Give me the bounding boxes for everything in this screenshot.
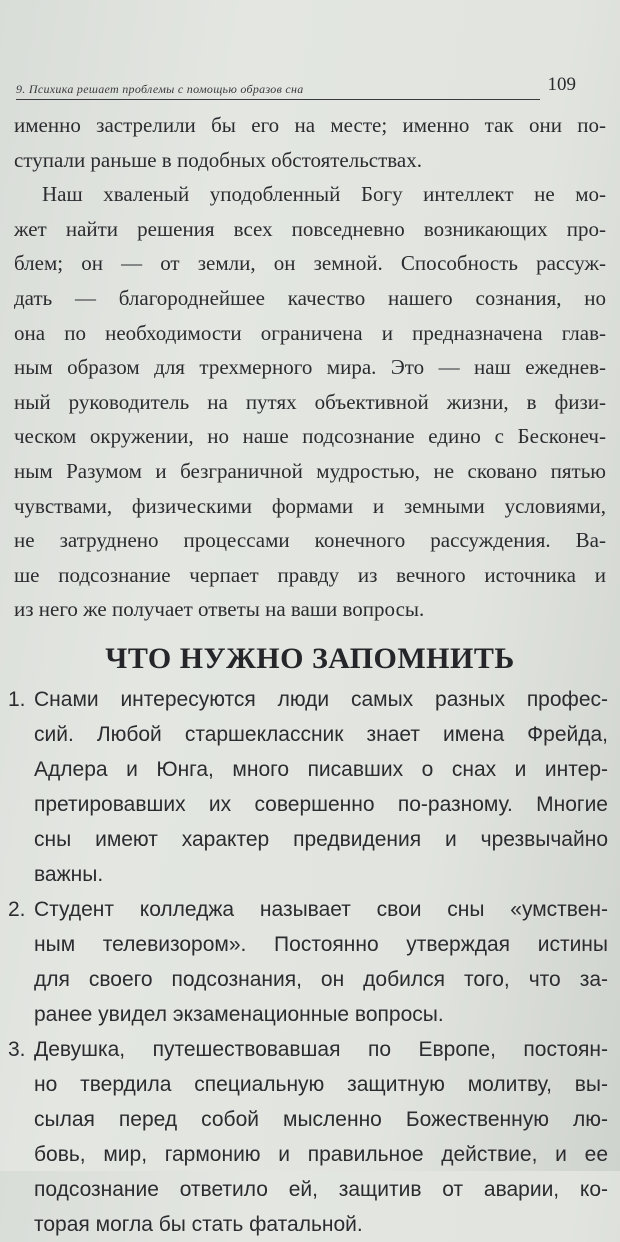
body-line: из него же получает ответы на ваши вопросы. — [14, 597, 425, 622]
list-item — [8, 892, 608, 1032]
list-item-number: 3. — [8, 1038, 26, 1061]
body-line: ше подсознание черпает правду из вечного источника и — [14, 562, 606, 587]
list-line: ранее увидел экзаменационные вопросы. — [34, 1003, 444, 1026]
list-item — [8, 682, 608, 892]
list-line: подсознание ответило ей, защитив от аварии, ко- — [34, 1178, 608, 1201]
body-line: Наш хваленый уподобленный Богу интеллект не мо- — [42, 182, 606, 207]
page-header — [16, 74, 576, 100]
list-line: претировавших их совершенно по-разному. Многие — [34, 793, 608, 816]
list-line: Студент колледжа называет свои сны «умствен- — [34, 898, 608, 921]
list-line: важны. — [34, 863, 104, 886]
list-line: сны имеют характер предвидения и чрезвычайно — [34, 828, 608, 851]
body-line: чувствами, физическими формами и земными условиями, — [14, 493, 606, 518]
list-line: сий. Любой старшеклассник знает имена Фрейда, — [34, 723, 608, 746]
running-head: 9. Психика решает проблемы с помощью образов сна — [16, 82, 540, 100]
list-item — [8, 1032, 608, 1242]
body-line: ным образом для трехмерного мира. Это — наш ежеднев- — [14, 355, 606, 380]
body-line: ным Разумом и безграничной мудростью, не сковано пятью — [14, 458, 606, 483]
summary-list — [8, 682, 608, 1242]
list-line: бовь, мир, гармонию и правильное действие, и ее — [34, 1143, 608, 1166]
page-number: 109 — [547, 74, 576, 95]
list-item-number: 2. — [8, 898, 26, 921]
body-line: ческом окружении, но наше подсознание едино с Бесконеч- — [14, 424, 606, 449]
body-line: она по необходимости ограничена и предназначена глав- — [14, 320, 606, 345]
list-line: сылая перед собой мысленно Божественную лю- — [34, 1108, 608, 1131]
list-line: ным телевизором». Постоянно утверждая истины — [34, 933, 608, 956]
list-line: Снами интересуются люди самых разных профес- — [34, 688, 608, 711]
section-heading: ЧТО НУЖНО ЗАПОМНИТЬ — [105, 642, 515, 675]
body-paragraphs — [14, 108, 606, 627]
body-line: блем; он — от земли, он земной. Способность рассуж- — [14, 251, 606, 276]
body-line: дать — благороднейшее качество нашего сознания, но — [14, 285, 606, 310]
body-line: именно застрелили бы его на месте; именно так они по- — [14, 113, 606, 137]
body-line: не затруднено процессами конечного рассуждения. Ва- — [14, 528, 606, 553]
list-line: Адлера и Юнга, много писавших о снах и интер- — [34, 758, 608, 781]
body-line: ный руководитель на путях объективной жизни, в физи- — [14, 389, 606, 414]
list-line: для своего подсознания, он добился того, что за- — [34, 968, 608, 991]
list-line: но твердила специальную защитную молитву, вы- — [34, 1073, 608, 1096]
list-line: Девушка, путешествовавшая по Европе, постоян- — [34, 1038, 608, 1061]
list-item-number: 1. — [8, 688, 26, 711]
body-line: ступали раньше в подобных обстоятельствах. — [14, 147, 423, 172]
body-line: жет найти решения всех повседневно возникающих про- — [14, 216, 606, 241]
list-line: торая могла бы стать фатальной. — [34, 1213, 363, 1236]
